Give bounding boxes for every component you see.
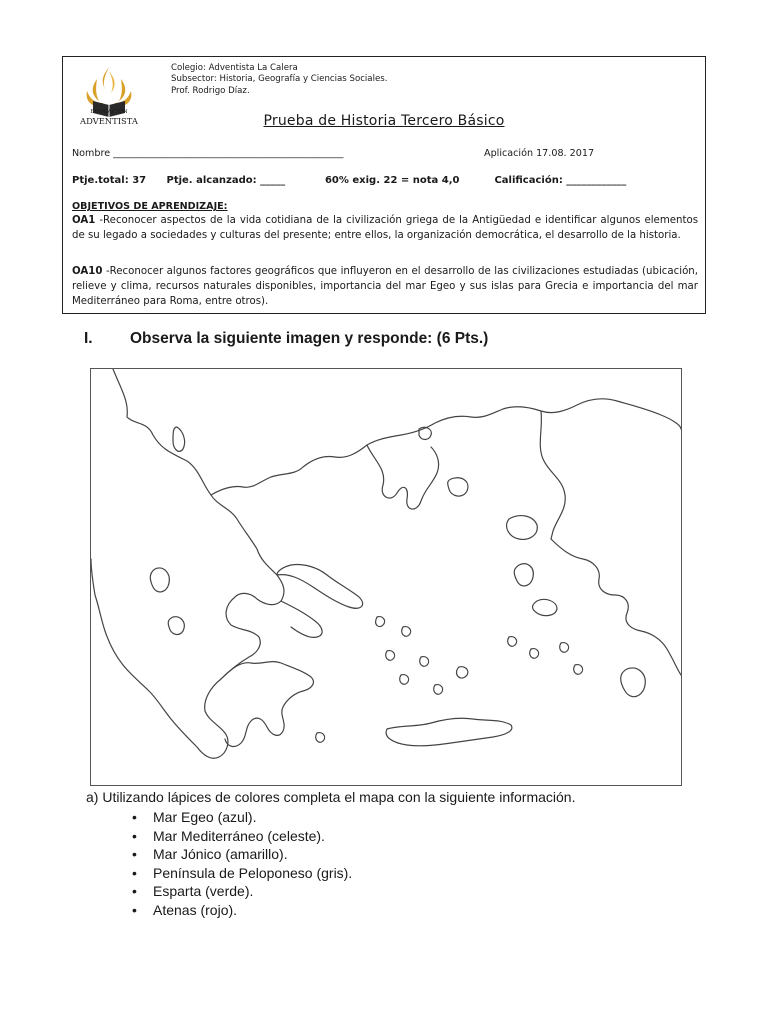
crete-island: [386, 718, 512, 746]
list-item: • Mar Egeo (azul).: [132, 808, 352, 827]
teacher-name: Prof. Rodrigo Díaz.: [171, 85, 250, 96]
dodecanese-island-4: [574, 665, 583, 675]
dodecanese-island-1: [508, 637, 517, 647]
cyclades-island-4: [420, 657, 429, 667]
cyclades-island-6: [434, 685, 443, 695]
score-row: [72, 175, 626, 186]
lesbos-island: [507, 516, 538, 540]
objective-text: -Reconocer aspectos de la vida cotidiana de la civilización griega de la Antigüedad e identificar algunos elementos de su legado a sociedades y culturas del presente; entre ellos, la organización democrática, el desarrollo de la historia.: [72, 215, 698, 242]
attica-peninsula: [281, 601, 322, 637]
kythira-island: [316, 733, 325, 743]
list-item: • Esparta (verde).: [132, 882, 352, 901]
greece-outline-map[interactable]: [90, 368, 682, 786]
northern-coast: [211, 399, 681, 495]
list-item: • Mar Jónico (amarillo).: [132, 845, 352, 864]
school-info: [171, 63, 387, 97]
objective-oa10: [72, 264, 698, 310]
objectives-heading: OBJETIVOS DE APRENDIZAJE:: [72, 201, 228, 212]
objective-code: OA10: [72, 266, 103, 277]
chios-island: [514, 564, 533, 586]
mainland-coastline: [91, 369, 284, 758]
cyclades-island-5: [400, 675, 409, 685]
chalkidiki-peninsula: [367, 445, 439, 509]
requirement-info: 60% exig. 22 = nota 4,0: [324, 175, 460, 186]
exam-header-box: [62, 56, 706, 314]
school-name: Colegio: Adventista La Calera: [171, 63, 298, 73]
test-title: Prueba de Historia Tercero Básico: [263, 113, 505, 129]
cyclades-island-2: [402, 627, 411, 637]
map-outline-svg: [91, 369, 681, 785]
logo-text-2: ADVENTISTA: [80, 116, 138, 126]
corfu-island: [173, 427, 185, 451]
dodecanese-island-2: [530, 649, 539, 659]
euboea-island: [277, 564, 363, 608]
lemnos-island: [448, 478, 468, 496]
list-item: • Mar Mediterráneo (celeste).: [132, 827, 352, 846]
cyclades-island-3: [386, 651, 395, 661]
subject-name: Subsector: Historia, Geografía y Ciencias Sociales.: [171, 74, 388, 85]
section-heading: [84, 330, 488, 348]
cyclades-island-7: [457, 667, 468, 678]
kefalonia-island: [150, 568, 169, 592]
section-title: Observa la siguiente imagen y responde: (6 Pts.): [130, 330, 489, 347]
application-date: Aplicación 17.08. 2017: [484, 148, 595, 159]
name-field[interactable]: Nombre ________________________________________________: [72, 148, 344, 159]
dodecanese-island-3: [560, 643, 569, 653]
question-a: a) Utilizando lápices de colores completa el mapa con la siguiente información.: [86, 789, 576, 805]
total-score: Ptje.total: 37: [72, 175, 147, 186]
achieved-score-field[interactable]: Ptje. alcanzado: _____: [166, 175, 286, 186]
asia-minor-upper: [540, 411, 565, 539]
objective-text: -Reconocer algunos factores geográficos que influyeron en el desarrollo de las civilizaciones estudiadas (ubicación, relieve y clima, recursos naturales disponibles, importancia del mar Egeo y sus islas para Grecia e importancia del mar Mediterráneo para Roma, entre otros).: [72, 266, 698, 308]
map-task-list: [132, 808, 352, 920]
objective-oa1: [72, 213, 698, 243]
section-number: I.: [84, 330, 93, 347]
logo-text-1: EDUCACIÓN: [90, 109, 128, 115]
asia-minor-coast: [551, 539, 681, 675]
list-item: • Península de Peloponeso (gris).: [132, 864, 352, 883]
zakynthos-island: [168, 617, 184, 635]
peloponnese-outline: [221, 662, 313, 747]
rhodes-island: [621, 668, 646, 697]
objective-code: OA1: [72, 215, 96, 226]
list-item: • Atenas (rojo).: [132, 901, 352, 920]
cyclades-island-1: [376, 617, 385, 627]
grade-field[interactable]: Calificación: ____________: [494, 175, 627, 186]
samos-island: [533, 599, 558, 615]
